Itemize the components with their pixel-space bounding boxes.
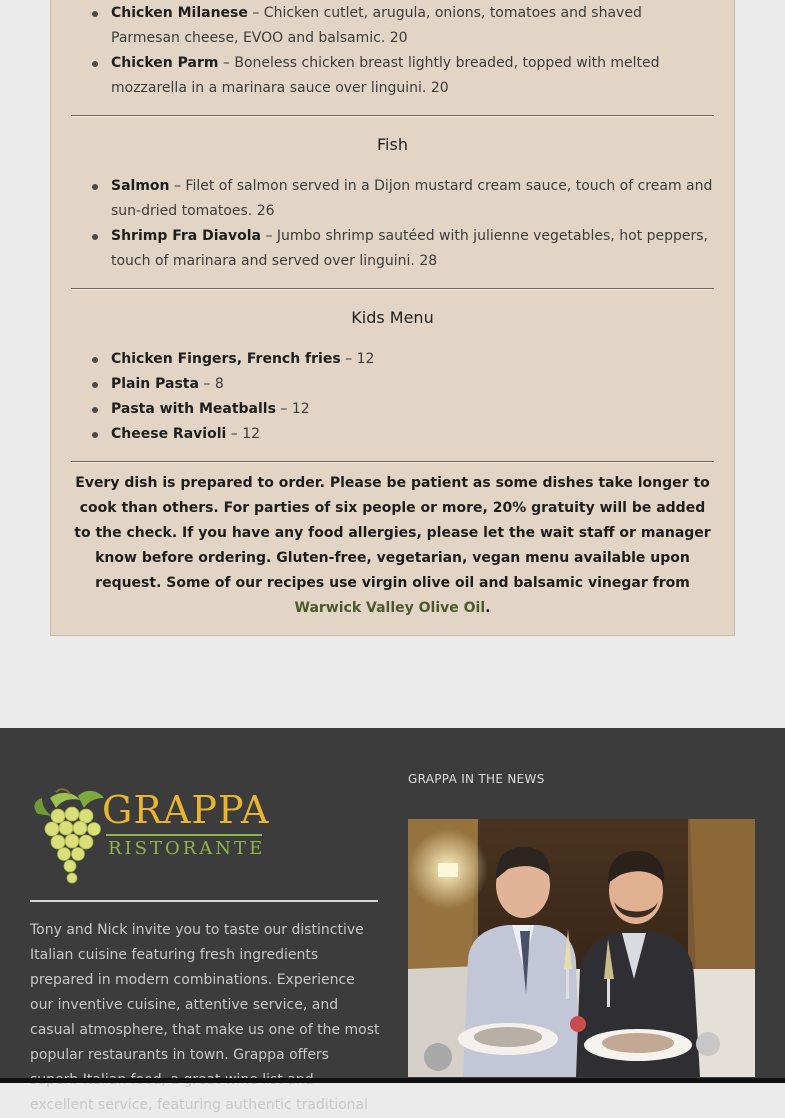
list-item [71, 174, 714, 224]
menu-panel [50, 0, 735, 636]
list-item [71, 224, 714, 274]
logo-wordmark: GRAPPA [102, 788, 270, 832]
logo-rule [106, 834, 262, 836]
policy-notice [71, 471, 714, 621]
list-item [71, 422, 714, 447]
dish-name: Pasta with Meatballs [111, 401, 276, 417]
section-divider [71, 288, 714, 290]
chicken-list [71, 1, 714, 101]
section-title-kids: Kids Menu [351, 308, 434, 327]
logo-subtitle: RISTORANTE [108, 838, 266, 859]
kids-list [71, 347, 714, 447]
list-item [71, 1, 714, 51]
news-heading: GRAPPA IN THE NEWS [408, 772, 545, 786]
section-divider [71, 461, 714, 463]
notice-text: Every dish is prepared to order. Please be patient as some dishes take longer to cook than others. For parties of six people or more, 20% gratuity will be added to the check. If you have any food allergies, please let the wait staff or manager know before ordering. Gluten-free, vegetarian, vegan menu available upon request. Some of our recipes use virgin olive oil and balsamic vinegar from [74, 475, 711, 591]
owners-photo-image [408, 819, 755, 1077]
bottom-edge [0, 1078, 785, 1083]
notice-end: . [485, 600, 491, 616]
list-item [71, 397, 714, 422]
list-item [71, 51, 714, 101]
dish-name: Chicken Milanese [111, 5, 248, 21]
news-photo[interactable] [408, 819, 755, 1077]
dish-description: – 12 [340, 351, 375, 367]
footer-divider [30, 900, 378, 902]
section-title-fish: Fish [377, 135, 408, 154]
dish-name: Chicken Parm [111, 55, 219, 71]
dish-description: – Jumbo shrimp sautéed with julienne vegetables, hot peppers, touch of marinara and served over linguini. 28 [111, 228, 708, 269]
grappa-logo[interactable] [30, 786, 270, 888]
dish-name: Chicken Fingers, French fries [111, 351, 341, 367]
dish-description: – 12 [226, 426, 261, 442]
about-text: Tony and Nick invite you to taste our distinctive Italian cuisine featuring fresh ingredients prepared in modern combinations. Experience our inventive cuisine, attentive service, and casual atmosphere, that make us one of the most popular restaurants in town. Grappa offers excellent service, featuring authentic traditional [30, 922, 380, 1113]
site-footer [0, 728, 785, 1113]
list-item [71, 372, 714, 397]
dish-description: – Filet of salmon served in a Dijon mustard cream sauce, touch of cream and sun-dried tomatoes. 26 [111, 178, 713, 219]
dish-description: – 8 [198, 376, 224, 392]
section-divider [71, 115, 714, 117]
list-item [71, 347, 714, 372]
olive-oil-link[interactable]: Warwick Valley Olive Oil [294, 600, 486, 616]
dish-name: Salmon [111, 178, 170, 194]
dish-name: Plain Pasta [111, 376, 199, 392]
dish-description: – Boneless chicken breast lightly breaded, topped with melted mozzarella in a marinara sauce over linguini. 20 [111, 55, 660, 96]
dish-description: – Chicken cutlet, arugula, onions, tomatoes and shaved Parmesan cheese, EVOO and balsamic. 20 [111, 5, 642, 46]
dish-name: Shrimp Fra Diavola [111, 228, 261, 244]
dish-description: – 12 [275, 401, 310, 417]
fish-list [71, 174, 714, 274]
dish-name: Cheese Ravioli [111, 426, 227, 442]
